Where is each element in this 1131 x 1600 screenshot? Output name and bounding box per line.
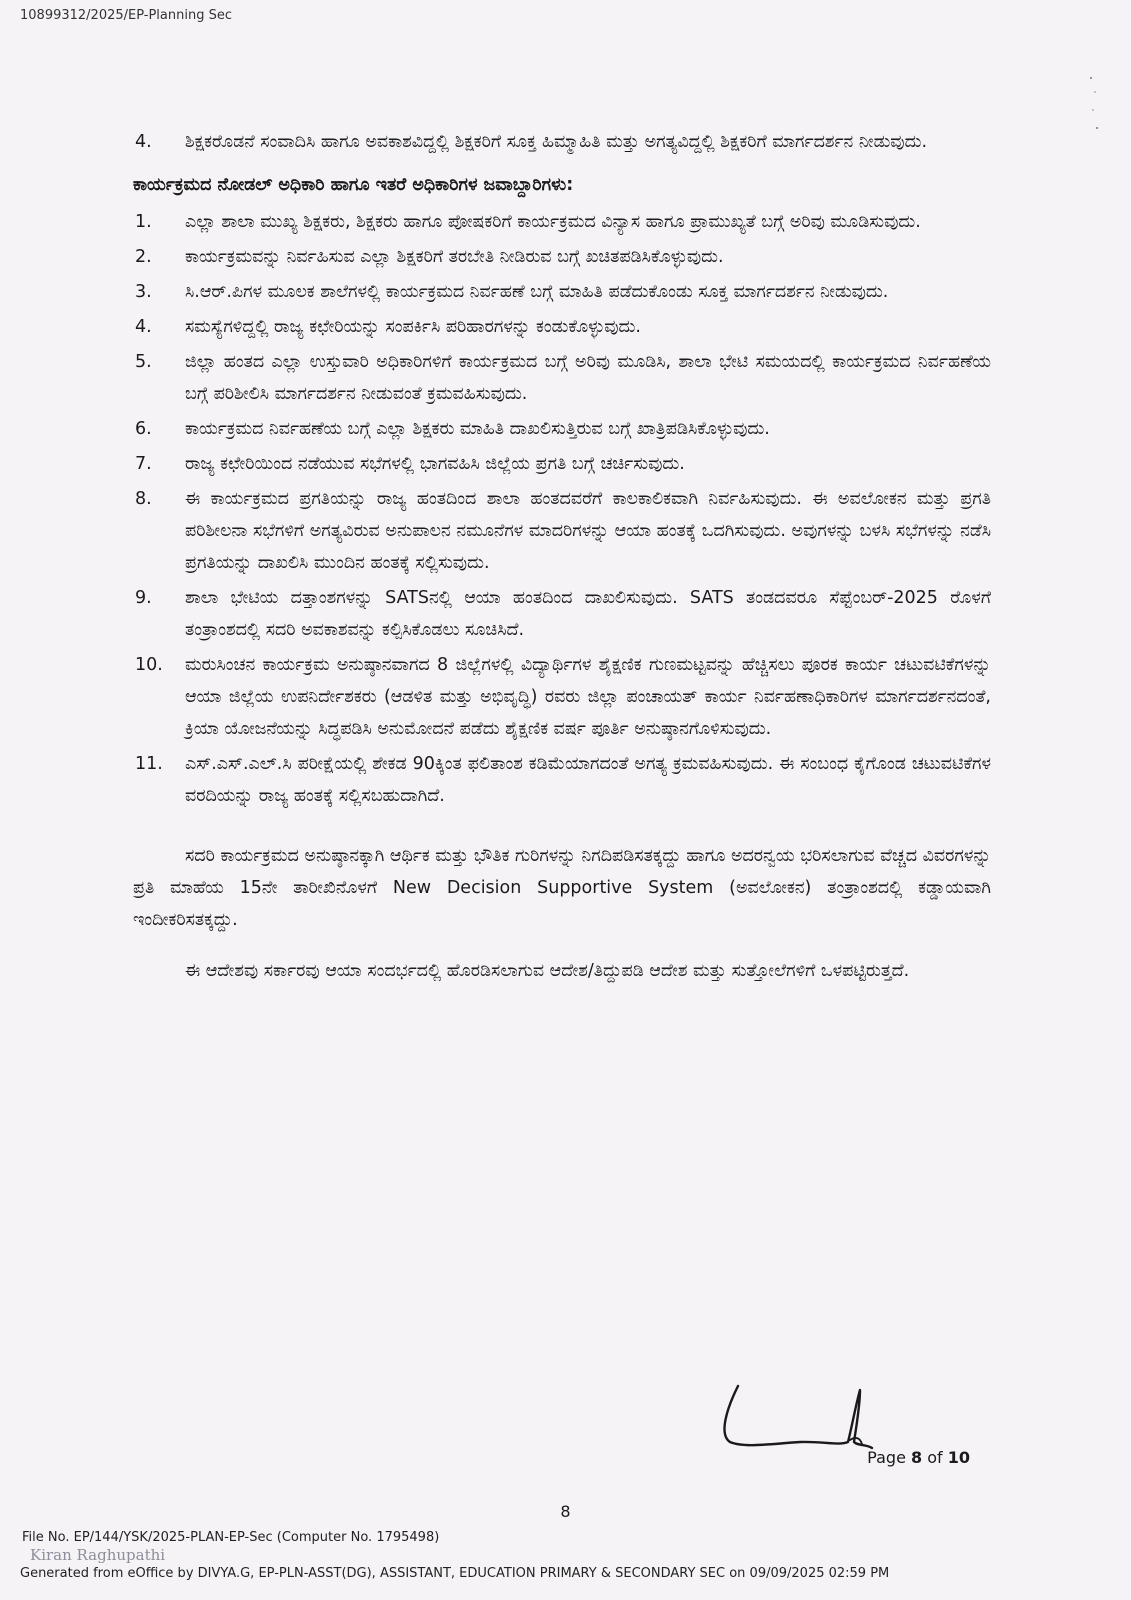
section-heading: ಕಾರ್ಯಕ್ರಮದ ನೋಡಲ್ ಅಧಿಕಾರಿ ಹಾಗೂ ಇತರೆ ಅಧಿಕಾರಿಗಳ ಜವಾಬ್ದಾರಿಗಳು: xyxy=(133,175,574,195)
item-text: ಎಸ್.ಎಸ್.ಎಲ್.ಸಿ ಪರೀಕ್ಷೆಯಲ್ಲಿ ಶೇಕಡ 90ಕ್ಕಿಂತ ಫಲಿತಾಂಶ ಕಡಿಮೆಯಾಗದಂತೆ ಅಗತ್ಯ ಕ್ರಮವಹಿಸುವುದು. ಈ ಸಂಬಂಧ ಕೈಗೊಂಡ ಚಟುವಟಿಕೆಗಳ ವರದಿಯನ್ನು ರಾಜ್ಯ ಹಂತಕ್ಕೆ ಸಲ್ಲಿಸಬಹುದಾಗಿದೆ. xyxy=(185,754,991,806)
item-number: 4. xyxy=(135,132,152,152)
page-count-label xyxy=(867,1448,970,1467)
list-item xyxy=(133,649,991,745)
document-body xyxy=(133,126,991,987)
item-number: 10. xyxy=(135,655,163,675)
page-number: 8 xyxy=(560,1502,571,1521)
scan-speck-marks xyxy=(1081,70,1101,150)
list-item xyxy=(133,483,991,579)
item-text: ಜಿಲ್ಲಾ ಹಂತದ ಎಲ್ಲಾ ಉಸ್ತುವಾರಿ ಅಧಿಕಾರಿಗಳಿಗೆ ಕಾರ್ಯಕ್ರಮದ ಬಗ್ಗೆ ಅರಿವು ಮೂಡಿಸಿ, ಶಾಲಾ ಭೇಟಿ ಸಮಯದಲ್ಲಿ ಕಾರ್ಯಕ್ರಮದ ನಿರ್ವಹಣೆಯ ಬಗ್ಗೆ ಪರಿಶೀಲಿಸಿ ಮಾರ್ಗದರ್ಶನ ನೀಡುವಂತೆ ಕ್ರಮವಹಿಸುವುದು. xyxy=(185,352,991,404)
item-number: 5. xyxy=(135,352,152,372)
item-text: ಎಲ್ಲಾ ಶಾಲಾ ಮುಖ್ಯ ಶಿಕ್ಷಕರು, ಶಿಕ್ಷಕರು ಹಾಗೂ ಪೋಷಕರಿಗೆ ಕಾರ್ಯಕ್ರಮದ ವಿನ್ಯಾಸ ಹಾಗೂ ಪ್ರಾಮುಖ್ಯತೆ ಬಗ್ಗೆ ಅರಿವು ಮೂಡಿಸುವುದು. xyxy=(185,212,921,232)
list-item xyxy=(133,206,991,238)
footer-file-number: File No. EP/144/YSK/2025-PLAN-EP-Sec (Computer No. 1795498) xyxy=(22,1530,440,1545)
page-count-current: 8 xyxy=(911,1448,923,1467)
list-item xyxy=(133,346,991,410)
list-item xyxy=(133,748,991,812)
item-number: 3. xyxy=(135,282,152,302)
item-number: 1. xyxy=(135,212,152,232)
item-text: ರಾಜ್ಯ ಕಛೇರಿಯಿಂದ ನಡೆಯುವ ಸಭೆಗಳಲ್ಲಿ ಭಾಗವಹಿಸಿ ಜಿಲ್ಲೆಯ ಪ್ರಗತಿ ಬಗ್ಗೆ ಚರ್ಚಿಸುವುದು. xyxy=(185,454,685,474)
list-item xyxy=(133,448,991,480)
budget-paragraph: ಸದರಿ ಕಾರ್ಯಕ್ರಮದ ಅನುಷ್ಠಾನಕ್ಕಾಗಿ ಆರ್ಥಿಕ ಮತ್ತು ಭೌತಿಕ ಗುರಿಗಳನ್ನು ನಿಗದಿಪಡಿಸತಕ್ಕದ್ದು ಹಾಗೂ ಅದರನ್ವಯ ಭರಿಸಲಾಗುವ ವೆಚ್ಚದ ವಿವರಗಳನ್ನು ಪ್ರತಿ ಮಾಹೆಯ 15ನೇ ತಾರೀಖಿನೊಳಗೆ New Decision Supportive System (ಅವಲೋಕನ) ತಂತ್ರಾಂಶದಲ್ಲಿ ಕಡ್ಡಾಯವಾಗಿ ಇಂದೀಕರಿಸತಕ್ಕದ್ದು. xyxy=(133,846,991,930)
item-text: ಶಿಕ್ಷಕರೊಡನೆ ಸಂವಾದಿಸಿ ಹಾಗೂ ಅವಕಾಶವಿದ್ದಲ್ಲಿ ಶಿಕ್ಷಕರಿಗೆ ಸೂಕ್ತ ಹಿಮ್ಮಾಹಿತಿ ಮತ್ತು ಅಗತ್ಯವಿದ್ದಲ್ಲಿ ಶಿಕ್ಷಕರಿಗೆ ಮಾರ್ಗದರ್ಶನ ನೀಡುವುದು. xyxy=(185,132,928,152)
item-number: 2. xyxy=(135,247,152,267)
item-number: 7. xyxy=(135,454,152,474)
list-item xyxy=(133,582,991,646)
item-text: ಮರುಸಿಂಚನ ಕಾರ್ಯಕ್ರಮ ಅನುಷ್ಠಾನವಾಗದ 8 ಜಿಲ್ಲೆಗಳಲ್ಲಿ ವಿದ್ಯಾರ್ಥಿಗಳ ಶೈಕ್ಷಣಿಕ ಗುಣಮಟ್ಟವನ್ನು ಹೆಚ್ಚಿಸಲು ಪೂರಕ ಕಾರ್ಯ ಚಟುವಟಿಕೆಗಳನ್ನು ಆಯಾ ಜಿಲ್ಲೆಯ ಉಪನಿರ್ದೇಶಕರು (ಆಡಳಿತ ಮತ್ತು ಅಭಿವೃದ್ಧಿ) ರವರು ಜಿಲ್ಲಾ ಪಂಚಾಯತ್ ಕಾರ್ಯ ನಿರ್ವಹಣಾಧಿಕಾರಿಗಳ ಮಾರ್ಗದರ್ಶನದಂತೆ, ಕ್ರಿಯಾ ಯೋಜನೆಯನ್ನು ಸಿದ್ಧಪಡಿಸಿ ಅನುಮೋದನೆ ಪಡೆದು ಶೈಕ್ಷಣಿಕ ವರ್ಷ ಪೂರ್ತಿ ಅನುಷ್ಠಾನಗೊಳಿಸುವುದು. xyxy=(185,655,991,739)
item-number: 6. xyxy=(135,419,152,439)
list-item xyxy=(133,276,991,308)
item-text: ಶಾಲಾ ಭೇಟಿಯ ದತ್ತಾಂಶಗಳನ್ನು SATSನಲ್ಲಿ ಆಯಾ ಹಂತದಿಂದ ದಾಖಲಿಸುವುದು. SATS ತಂಡದವರೂ ಸೆಪ್ಟೆಂಬರ್-2025 ರೊಳಗೆ ತಂತ್ರಾಂಶದಲ್ಲಿ ಸದರಿ ಅವಕಾಶವನ್ನು ಕಲ್ಪಿಸಿಕೊಡಲು ಸೂಚಿಸಿದೆ. xyxy=(185,588,991,640)
handwritten-signature xyxy=(710,1376,890,1476)
item-number: 4. xyxy=(135,317,152,337)
footer-generated-info: Generated from eOffice by DIVYA.G, EP-PLN-ASST(DG), ASSISTANT, EDUCATION PRIMARY & SECONDARY SEC on 09/09/2025 02:59 PM xyxy=(20,1566,890,1581)
page-count-middle: of xyxy=(922,1448,948,1467)
item-text: ಕಾರ್ಯಕ್ರಮದ ನಿರ್ವಹಣೆಯ ಬಗ್ಗೆ ಎಲ್ಲಾ ಶಿಕ್ಷಕರು ಮಾಹಿತಿ ದಾಖಲಿಸುತ್ತಿರುವ ಬಗ್ಗೆ ಖಾತ್ರಿಪಡಿಸಿಕೊಳ್ಳುವುದು. xyxy=(185,419,770,439)
item-text: ಈ ಕಾರ್ಯಕ್ರಮದ ಪ್ರಗತಿಯನ್ನು ರಾಜ್ಯ ಹಂತದಿಂದ ಶಾಲಾ ಹಂತದವರೆಗೆ ಕಾಲಕಾಲಿಕವಾಗಿ ನಿರ್ವಹಿಸುವುದು. ಈ ಅವಲೋಕನ ಮತ್ತು ಪ್ರಗತಿ ಪರಿಶೀಲನಾ ಸಭೆಗಳಿಗೆ ಅಗತ್ಯವಿರುವ ಅನುಪಾಲನ ನಮೂನೆಗಳ ಮಾದರಿಗಳನ್ನು ಆಯಾ ಹಂತಕ್ಕೆ ಒದಗಿಸುವುದು. ಅವುಗಳನ್ನು ಬಳಸಿ ಸಭೆಗಳನ್ನು ನಡೆಸಿ ಪ್ರಗತಿಯನ್ನು ದಾಖಲಿಸಿ ಮುಂದಿನ ಹಂತಕ್ಕೆ ಸಲ್ಲಿಸುವುದು. xyxy=(185,489,991,573)
item-number: 8. xyxy=(135,489,152,509)
list-item-top xyxy=(133,126,991,158)
item-number: 11. xyxy=(135,754,163,774)
responsibilities-list xyxy=(133,206,991,812)
item-number: 9. xyxy=(135,588,152,608)
list-item xyxy=(133,241,991,273)
page-count-prefix: Page xyxy=(867,1448,911,1467)
list-item xyxy=(133,413,991,445)
file-reference-header: 10899312/2025/EP-Planning Sec xyxy=(20,8,232,23)
order-paragraph: ಈ ಆದೇಶವು ಸರ್ಕಾರವು ಆಯಾ ಸಂದರ್ಭದಲ್ಲಿ ಹೊರಡಿಸಲಾಗುವ ಆದೇಶ/ತಿದ್ದುಪಡಿ ಆದೇಶ ಮತ್ತು ಸುತ್ತೋಲೆಗಳಿಗೆ ಒಳಪಟ್ಟಿರುತ್ತದೆ. xyxy=(185,961,910,981)
item-text: ಸಮಸ್ಯೆಗಳಿದ್ದಲ್ಲಿ ರಾಜ್ಯ ಕಛೇರಿಯನ್ನು ಸಂಪರ್ಕಿಸಿ ಪರಿಹಾರಗಳನ್ನು ಕಂಡುಕೊಳ್ಳುವುದು. xyxy=(185,317,641,337)
page-count-total: 10 xyxy=(947,1448,970,1467)
list-item xyxy=(133,311,991,343)
item-text: ಕಾರ್ಯಕ್ರಮವನ್ನು ನಿರ್ವಹಿಸುವ ಎಲ್ಲಾ ಶಿಕ್ಷಕರಿಗೆ ತರಬೇತಿ ನೀಡಿರುವ ಬಗ್ಗೆ ಖಚಿತಪಡಿಸಿಕೊಳ್ಳುವುದು. xyxy=(185,247,724,267)
footer-name-stamp: Kiran Raghupathi xyxy=(30,1546,166,1564)
item-text: ಸಿ.ಆರ್.ಪಿಗಳ ಮೂಲಕ ಶಾಲೆಗಳಲ್ಲಿ ಕಾರ್ಯಕ್ರಮದ ನಿರ್ವಹಣೆ ಬಗ್ಗೆ ಮಾಹಿತಿ ಪಡೆದುಕೊಂಡು ಸೂಕ್ತ ಮಾರ್ಗದರ್ಶನ ನೀಡುವುದು. xyxy=(185,282,889,302)
